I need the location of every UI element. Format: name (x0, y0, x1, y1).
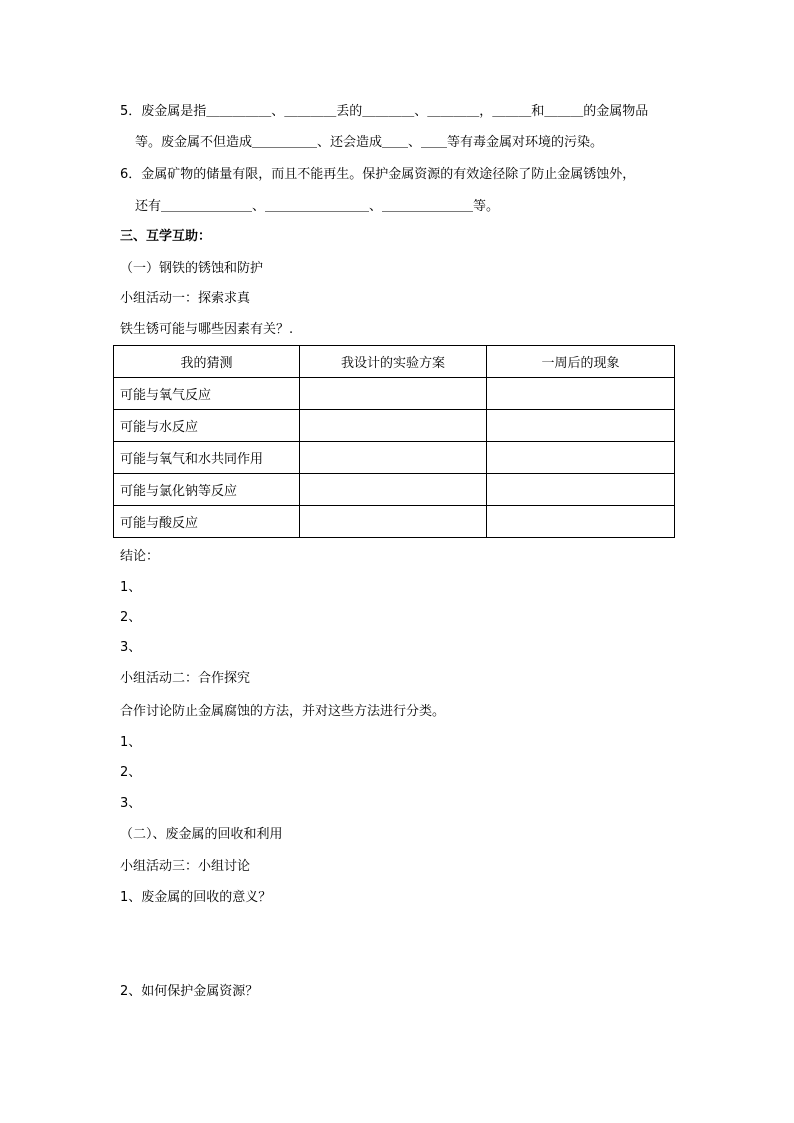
result-cell[interactable] (487, 506, 675, 538)
result-cell[interactable] (487, 378, 675, 410)
table-header: 我设计的实验方案 (300, 346, 487, 378)
guess-cell: 可能与氧气反应 (114, 378, 300, 410)
plan-cell[interactable] (300, 506, 487, 538)
conclusion-item-3: 3、 (120, 640, 142, 655)
q6-line1: 6．金属矿物的储量有限，而且不能再生。保护金属资源的有效途径除了防止金属锈蚀外， (120, 167, 636, 182)
activity2-item-1: 1、 (120, 735, 142, 750)
q6-line2: 还有＿＿＿＿＿＿＿、＿＿＿＿＿＿＿＿、＿＿＿＿＿＿＿等。 (135, 199, 500, 214)
plan-cell[interactable] (300, 410, 487, 442)
conclusion-item-1: 1、 (120, 580, 142, 595)
table-row (114, 506, 675, 538)
conclusion-item-2: 2、 (120, 610, 142, 625)
part1-title: （一）钢铁的锈蚀和防护 (120, 261, 264, 276)
guess-cell: 可能与氯化钠等反应 (114, 474, 300, 506)
part2-title: （二）、废金属的回收和利用 (120, 827, 283, 842)
activity1-title: 小组活动一：探索求真 (120, 291, 251, 306)
table-row (114, 474, 675, 506)
activity2-item-3: 3、 (120, 796, 142, 811)
activity2-item-2: 2、 (120, 765, 142, 780)
table-row (114, 442, 675, 474)
q5-line1: 5．废金属是指＿＿＿＿＿、＿＿＿＿丢的＿＿＿＿、＿＿＿＿，＿＿＿和＿＿＿的金属物品 (120, 104, 649, 119)
q5-line2: 等。废金属不但造成＿＿＿＿＿、还会造成＿＿、＿＿等有毒金属对环境的污染。 (135, 135, 604, 150)
table-header: 一周后的现象 (487, 346, 675, 378)
experiment-table (113, 345, 675, 538)
rust-question: 铁生锈可能与哪些因素有关？. (120, 322, 294, 337)
activity2-title: 小组活动二：合作探究 (120, 671, 251, 686)
plan-cell[interactable] (300, 474, 487, 506)
guess-cell: 可能与氧气和水共同作用 (114, 442, 300, 474)
part2-question-2: 2、如何保护金属资源？ (120, 984, 259, 999)
table-header: 我的猜测 (114, 346, 300, 378)
result-cell[interactable] (487, 442, 675, 474)
guess-cell: 可能与水反应 (114, 410, 300, 442)
activity2-prompt: 合作讨论防止金属腐蚀的方法，并对这些方法进行分类。 (120, 704, 446, 719)
part2-question-1: 1、废金属的回收的意义？ (120, 890, 272, 905)
table-row (114, 410, 675, 442)
section-heading: 三、互学互助： (120, 229, 212, 244)
result-cell[interactable] (487, 410, 675, 442)
table-header-row (114, 346, 675, 378)
plan-cell[interactable] (300, 442, 487, 474)
conclusion-label: 结论： (120, 549, 160, 564)
result-cell[interactable] (487, 474, 675, 506)
guess-cell: 可能与酸反应 (114, 506, 300, 538)
plan-cell[interactable] (300, 378, 487, 410)
activity3-title: 小组活动三：小组讨论 (120, 859, 251, 874)
table-row (114, 378, 675, 410)
